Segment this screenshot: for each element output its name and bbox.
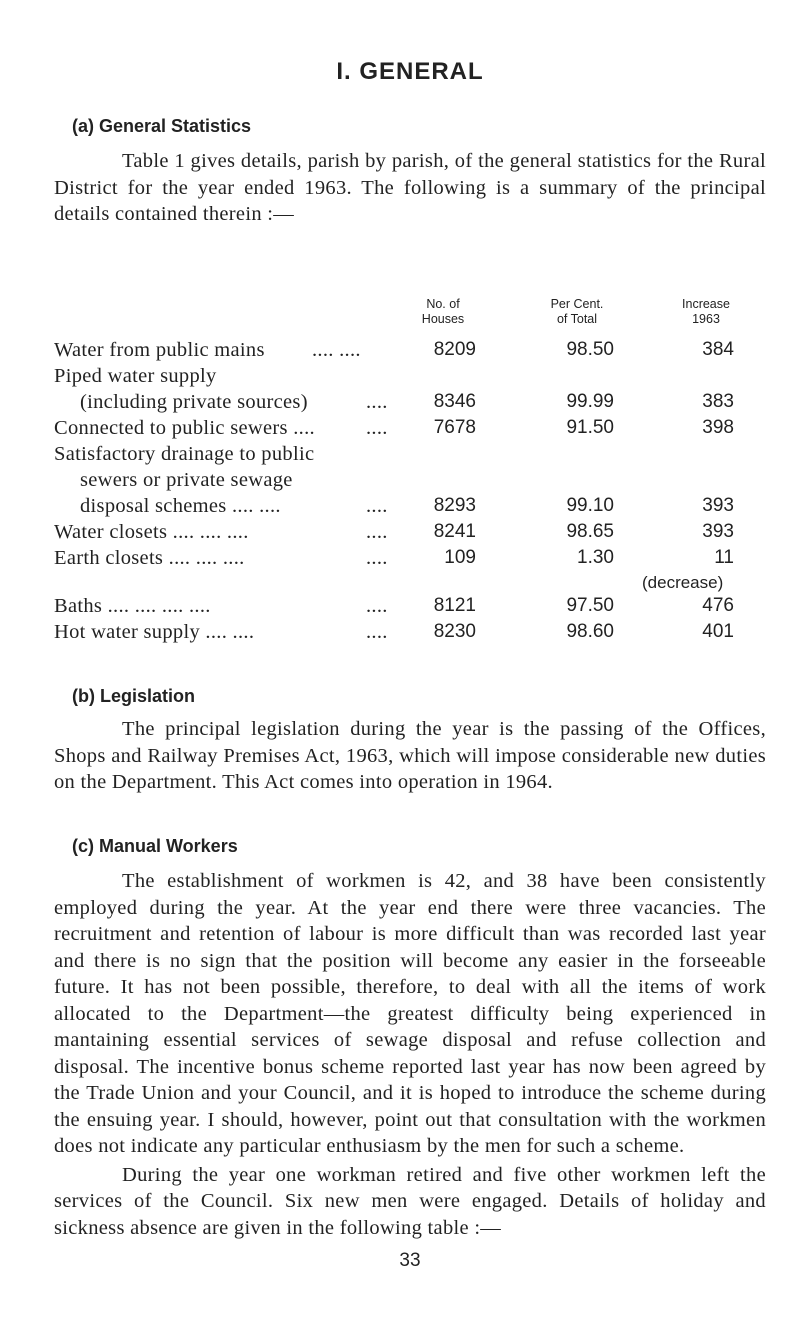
row-increase: 384 bbox=[702, 339, 734, 360]
row-increase: 398 bbox=[702, 417, 734, 438]
manual-workers-paragraphs bbox=[54, 868, 766, 1241]
row-label: Earth closets .... .... .... bbox=[54, 547, 245, 569]
row-dots: .... bbox=[366, 417, 388, 439]
row-percent: 99.99 bbox=[566, 391, 614, 412]
row-percent: 98.50 bbox=[566, 339, 614, 360]
row-increase: 393 bbox=[702, 495, 734, 516]
row-label-continued: sewers or private sewage bbox=[80, 469, 293, 491]
row-percent: 97.50 bbox=[566, 595, 614, 616]
row-label-continued: (including private sources) bbox=[80, 391, 308, 413]
row-label: Baths .... .... .... .... bbox=[54, 595, 211, 617]
heading-general-statistics: (a) General Statistics bbox=[72, 116, 252, 136]
row-houses: 8209 bbox=[433, 339, 476, 360]
row-percent: 99.10 bbox=[566, 495, 614, 516]
heading-legislation: (b) Legislation bbox=[72, 686, 195, 706]
row-label: Hot water supply .... .... bbox=[54, 621, 255, 643]
decrease-note: (decrease) bbox=[642, 573, 724, 592]
heading-manual-workers: (c) Manual Workers bbox=[72, 836, 238, 856]
row-dots: .... bbox=[366, 547, 388, 569]
row-percent: 91.50 bbox=[566, 417, 614, 438]
col-header-percent: Per Cent. of Total bbox=[550, 297, 604, 326]
row-dots: .... bbox=[366, 595, 388, 617]
row-houses: 8230 bbox=[433, 621, 476, 642]
row-increase: 476 bbox=[702, 595, 734, 616]
row-percent: 98.65 bbox=[566, 521, 614, 542]
row-label: Satisfactory drainage to public bbox=[54, 443, 315, 465]
row-dots: .... .... bbox=[312, 339, 361, 361]
row-houses: 8293 bbox=[433, 495, 476, 516]
legislation-paragraph bbox=[54, 716, 766, 796]
manual-workers-text-1: The establishment of workmen is 42, and 38 have been consistently employed during the year. At the year end there were three vacancies. The recruitment and retention of labour is more difficult than was recorded last year and there is no sign that the position will become any easier in the forseeable future. It has not been possible, therefore, to deal with all the items of work allocated to the Department—the greatest difficulty being experienced in mantaining essential services of sewage disposal and refuse collection and disposal. The incentive bonus scheme reported last year has now been agreed by the Trade Union and your Council, and it is hoped to introduce the scheme during the ensuing year. I should, however, point out that consultation with the workmen does not indicate any particular enthusiasm by the men for such a scheme. bbox=[54, 870, 766, 1157]
row-label: Piped water supply bbox=[54, 365, 217, 387]
row-label: Connected to public sewers .... bbox=[54, 417, 315, 439]
row-increase: 11 bbox=[714, 547, 734, 568]
row-houses: 109 bbox=[444, 547, 476, 568]
row-percent: 1.30 bbox=[577, 547, 614, 568]
legislation-text: The principal legislation during the year is the passing of the Offices, Shops and Railway Premises Act, 1963, which will impose considerable new duties on the Department. This Act comes into operation in 1964. bbox=[54, 718, 766, 793]
row-houses: 7678 bbox=[433, 417, 476, 438]
row-percent: 98.60 bbox=[566, 621, 614, 642]
row-label-continued: disposal schemes .... .... bbox=[80, 495, 281, 517]
manual-workers-text-2: During the year one workman retired and five other workmen left the services of the Council. Six new men were engaged. Details of holiday and sickness absence are given in the following table :— bbox=[54, 1163, 766, 1239]
col-header-houses: No. of Houses bbox=[421, 297, 465, 326]
row-increase: 393 bbox=[702, 521, 734, 542]
row-houses: 8121 bbox=[433, 595, 476, 616]
row-increase: 401 bbox=[702, 621, 734, 642]
section-title: I. GENERAL bbox=[336, 58, 484, 85]
row-dots: .... bbox=[366, 521, 388, 543]
row-houses: 8346 bbox=[433, 391, 476, 412]
row-dots: .... bbox=[366, 495, 388, 517]
row-dots: .... bbox=[366, 621, 388, 643]
intro-text: Table 1 gives details, parish by parish, of the general statistics for the Rural District for the year ended 1963. The following is a summary of the principal details contained therein :— bbox=[54, 150, 766, 225]
page-number: 33 bbox=[399, 1250, 421, 1271]
row-increase: 383 bbox=[702, 391, 734, 412]
intro-paragraph bbox=[54, 148, 766, 228]
col-header-increase: Increase 1963 bbox=[682, 297, 730, 326]
row-dots: .... bbox=[366, 391, 388, 413]
row-label: Water from public mains bbox=[54, 339, 265, 361]
row-label: Water closets .... .... .... bbox=[54, 521, 249, 543]
row-houses: 8241 bbox=[433, 521, 476, 542]
